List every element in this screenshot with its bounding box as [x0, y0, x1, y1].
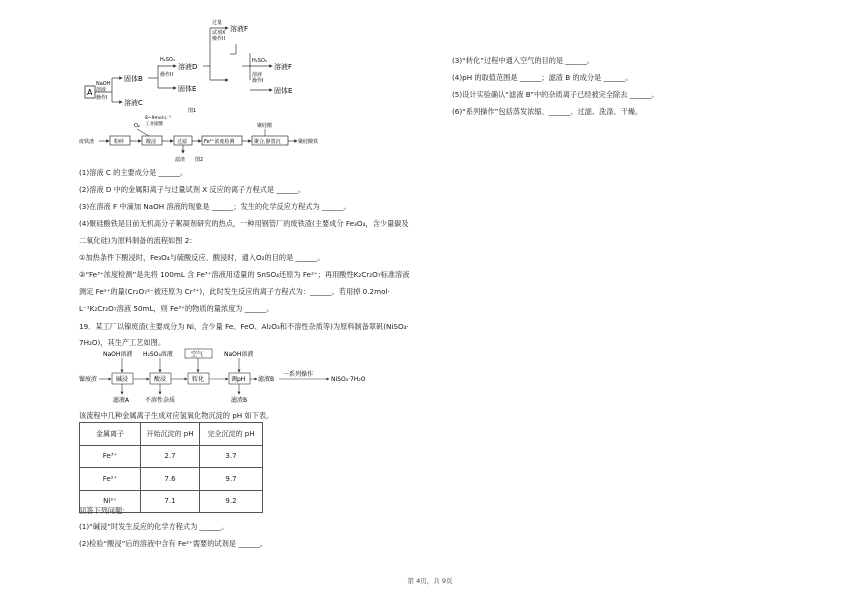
- right-question-4: (4)pH 的取值范围是 ______；滤渣 B 的成分是 ______。: [452, 73, 633, 82]
- question-2: (2)溶液 D 中的金属阳离子与过量试剂 X 反应的离子方程式是 ______。: [79, 185, 306, 194]
- answer-question-2: (2)检验“酸浸”后的溶液中含有 Fe²⁺需要的试剂是 ______。: [79, 539, 267, 548]
- table-cell: Fe²⁺: [80, 468, 141, 491]
- solid-e-label: 固体E: [178, 85, 197, 93]
- fig2-source: 废铁渣: [79, 139, 95, 145]
- fig3-insoluble: 不溶性杂质: [145, 397, 176, 404]
- right-question-6: (6)“系列操作”包括蒸发浓缩、______、过滤、洗涤、干燥。: [452, 107, 643, 116]
- question-4: (4)聚硅酸铁是目前无机高分子絮凝剂研究的热点，一种用钢管厂的废铁渣(主要成分 Fe₃O₄，含少量碳及: [79, 219, 409, 228]
- fig3-naoh2: NaOH溶液: [224, 351, 254, 358]
- question-4-part2-end: L⁻¹K₂Cr₂O₇溶液 50mL，则 Fe³⁺的物质的量浓度为 ______。: [79, 304, 274, 313]
- svg-text:操作II: 操作II: [160, 72, 173, 78]
- naoh-op-label: NaOH: [96, 81, 111, 87]
- fig2-acid-label: 8~9mol·L⁻¹: [145, 116, 172, 121]
- figure-1-caption: 图1: [188, 108, 197, 114]
- table-header-cell: 开始沉淀的 pH: [141, 423, 200, 446]
- liquid-f2-label: 溶液F: [274, 63, 293, 71]
- solid-e2-label: 固体E: [274, 87, 293, 95]
- question-1: (1)溶液 C 的主要成分是 ______。: [79, 168, 188, 177]
- fig3-air: 空气: [191, 351, 204, 358]
- svg-text:溶液: 溶液: [96, 87, 107, 93]
- question-4-part1: ①加热条件下酸浸时，Fe₃O₄与硫酸反应、酸浸时，通入O₂的目的是 ______。: [79, 253, 325, 262]
- svg-text:操作I: 操作I: [96, 95, 108, 101]
- question-19-line2: 7H₂O)，其生产工艺如图。: [79, 338, 166, 347]
- right-question-3: (3)“转化”过程中通入空气的目的是 ______。: [452, 56, 595, 65]
- fig2-detect: Fe²⁺浓度检测: [204, 139, 235, 145]
- question-3: (3)在溶液 F 中滴加 NaOH 溶液的现象是 ______；发生的化学反应方程式为 ______。: [79, 202, 351, 211]
- table-header-cell: 完全沉淀的 pH: [200, 423, 263, 446]
- table-cell: 7.1: [141, 490, 200, 513]
- fig3-source: 镍废渣: [79, 376, 98, 383]
- table-cell: Ni²⁺: [80, 490, 141, 513]
- fig2-leach: 酸浸: [146, 139, 157, 145]
- figure-1-flowchart: [82, 18, 312, 114]
- precipitation-ph-table: [79, 422, 263, 513]
- question-4-part2: ②“Fe³⁺浓度检测”是先将 100mL 含 Fe³⁺溶液用适量的 SnSO₄还原为 Fe²⁺；再用酸性K₂Cr₂O₇标准溶液: [79, 270, 410, 279]
- svg-text:试剂X: 试剂X: [212, 30, 226, 36]
- figure-2-caption: 图2: [195, 157, 204, 163]
- h2so4-2-label: H₂SO₄: [252, 58, 267, 64]
- table-header-row: [80, 423, 263, 446]
- svg-text:工业硫酸: 工业硫酸: [145, 122, 163, 127]
- fig3-filtrate-b: 滤液B: [258, 376, 275, 383]
- fig2-flocculant: 聚硅酸: [257, 123, 273, 129]
- question-19-line1: 19．某工厂以镍废渣(主要成分为 Ni，含少量 Fe、FeO、Al₂O₃和不溶性杂质等)为原料制备翠矾(NiSO₄·: [79, 322, 409, 331]
- right-question-5: (5)设计实验确认“滤液 B”中的杂质离子已经被完全除去 ______。: [452, 90, 659, 99]
- table-header-cell: 金属离子: [80, 423, 141, 446]
- h2so4-op-label: H₂SO₄: [160, 57, 175, 63]
- liquid-c-label: 溶液C: [124, 99, 143, 107]
- fig3-filtrate-a: 滤液A: [113, 397, 130, 404]
- question-4-cont: 二氧化硅)为原料制备的流程如图 2：: [79, 236, 197, 245]
- svg-text:操作II: 操作II: [212, 36, 225, 42]
- table-cell: 3.7: [200, 445, 263, 468]
- fig2-o2: O₂: [134, 123, 140, 129]
- fig3-h2so4: H₂SO₄溶液: [143, 351, 173, 358]
- liquid-d-label: 溶液D: [178, 63, 198, 71]
- solid-b-label: 固体B: [124, 75, 143, 83]
- fig3-convert: 转化: [192, 376, 205, 383]
- fig3-alkali: 碱浸: [116, 376, 129, 383]
- fig3-naoh1: NaOH溶液: [103, 351, 133, 358]
- question-4-part2-cont: 测定 Fe²⁺的量(Cr₂O₇²⁻被还原为 Cr³⁺)，此时发生反应的离子方程式为：______。若用掉 0.2mol·: [79, 287, 390, 296]
- fig2-crush: 粉碎: [114, 139, 125, 145]
- table-cell: 2.7: [141, 445, 200, 468]
- fig2-residue: 滤渣: [175, 157, 186, 163]
- svg-text:操作I: 操作I: [252, 78, 264, 84]
- page-footer: 第 4页，共 9页: [407, 577, 453, 585]
- table-row: [80, 445, 263, 468]
- liquid-f-label: 溶液F: [230, 25, 249, 33]
- answer-intro: 回答下列问题：: [79, 506, 130, 515]
- table-intro: 该流程中几种金属离子生成对应氢氧化物沉淀的 pH 如下表。: [79, 411, 274, 420]
- fig3-ph: 调pH: [231, 376, 246, 383]
- table-row: [80, 468, 263, 491]
- fig3-series: 一系列操作: [283, 371, 314, 378]
- raw-label: A: [87, 88, 93, 97]
- table-cell: 7.6: [141, 468, 200, 491]
- svg-text:溶液: 溶液: [252, 72, 263, 78]
- figure-2-flowchart: [79, 115, 329, 163]
- fig2-filter: 过滤: [177, 139, 188, 145]
- answer-question-1: (1)“碱浸”时发生反应的化学方程式为 ______。: [79, 522, 229, 531]
- table-cell: 9.2: [200, 490, 263, 513]
- fig3-product: NiSO₄·7H₂O: [331, 376, 366, 383]
- reagent-x-label: 过量: [212, 20, 223, 26]
- table-cell: Fe³⁺: [80, 445, 141, 468]
- figure-3-flowchart: [79, 348, 389, 410]
- fig2-product: 聚硅酸铁: [298, 139, 319, 145]
- fig3-acid: 酸浸: [154, 376, 167, 383]
- fig2-polymer: 聚合,静置沉: [254, 139, 281, 145]
- table-cell: 9.7: [200, 468, 263, 491]
- fig3-residue-b: 滤渣B: [231, 397, 248, 404]
